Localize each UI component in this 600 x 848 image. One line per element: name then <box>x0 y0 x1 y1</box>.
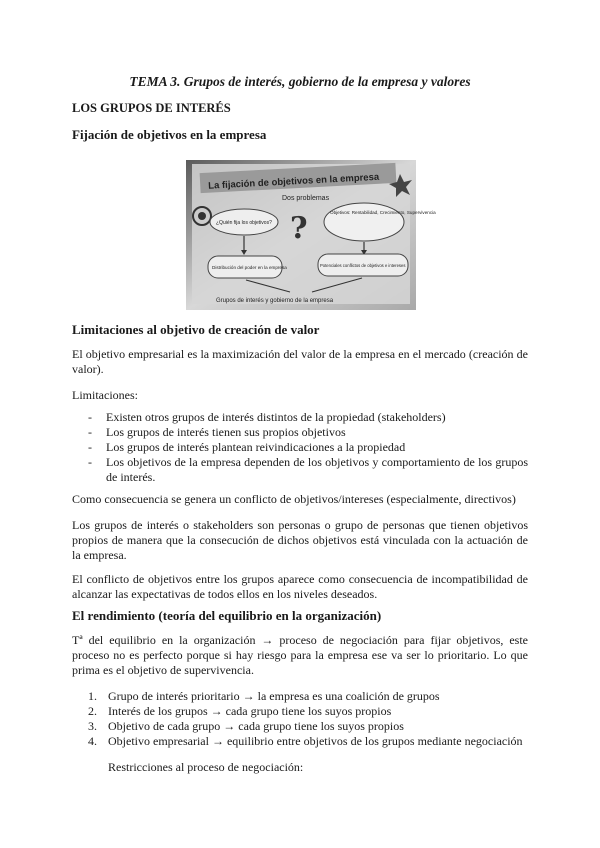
slide-diagram <box>186 160 436 310</box>
numbered-list <box>72 689 532 749</box>
restricciones-label: Restricciones al proceso de negociación: <box>108 760 304 774</box>
list-item: - Los grupos de interés tienen sus propios objetivos <box>72 425 528 440</box>
box-potenciales-text: Potenciales conflictos de objetivos e intereses <box>320 263 406 268</box>
list-item-text: Grupo de interés prioritario → la empresa es una coalición de grupos <box>108 689 440 703</box>
list-number: 4. <box>88 734 97 748</box>
list-number: 2. <box>88 704 97 718</box>
list-item <box>72 689 532 704</box>
box-objetivos <box>324 203 404 241</box>
list-item: - Los grupos de interés plantean reivindicaciones a la propiedad <box>72 440 528 455</box>
slide-title-text: La fijación de objetivos en la empresa <box>208 171 380 192</box>
list-item: - Existen otros grupos de interés distintos de la propiedad (stakeholders) <box>72 410 528 425</box>
list-item <box>72 704 532 719</box>
list-item: - Los objetivos de la empresa dependen de los objetivos y comportamiento de los grupos de interés. <box>72 455 528 485</box>
paragraph-consecuencia: Como consecuencia se genera un conflicto de objetivos/intereses (especialmente, directivos) <box>72 492 516 506</box>
subsection-heading-limitaciones: Limitaciones al objetivo de creación de valor <box>72 322 320 337</box>
box-quien-fija-text: ¿Quién fija los objetivos? <box>216 220 272 226</box>
subsection-heading-rendimiento: El rendimiento (teoría del equilibrio en la organización) <box>72 608 382 623</box>
paragraph-conflicto: El conflicto de objetivos entre los grupos aparece como consecuencia de incompatibilidad de alcanzar las expectativas de todos ellos en los niveles deseados. <box>72 572 528 601</box>
list-number: 3. <box>88 719 97 733</box>
dos-problemas-label: Dos problemas <box>282 195 330 202</box>
list-item-text: Interés de los grupos → cada grupo tiene los suyos propios <box>108 704 392 718</box>
box-distribucion-text: Distribución del poder en la empresa <box>212 265 287 270</box>
question-mark-icon: ? <box>290 211 308 246</box>
target-icon-center <box>198 212 206 220</box>
paragraph-equilibrio: Tª del equilibrio en la organización → proceso de negociación para fijar objetivos, este proceso no es perfecto porque si hay riesgo para la empresa ese va ser lo prioritario. Lo que prima es el objetivo de supervivencia. <box>72 633 528 677</box>
limitaciones-label: Limitaciones: <box>72 388 138 402</box>
subsection-heading-fijacion: Fijación de objetivos en la empresa <box>72 127 267 142</box>
paragraph-objetivo: El objetivo empresarial es la maximización del valor de la empresa en el mercado (creación de valor). <box>72 347 528 376</box>
list-item-text: Objetivo empresarial → equilibrio entre objetivos de los grupos mediante negociación <box>108 734 523 748</box>
slide-photo <box>186 160 436 310</box>
limitaciones-list <box>72 410 528 485</box>
list-number: 1. <box>88 689 97 703</box>
section-heading-grupos: LOS GRUPOS DE INTERÉS <box>72 101 231 115</box>
paragraph-stakeholders: Los grupos de interés o stakeholders son personas o grupo de personas que tienen objetivos propios de manera que la consecución de dichos objetivos está vinculada con la actuación de la empresa. <box>72 518 528 562</box>
slide-footer-text: Grupos de interés y gobierno de la empresa <box>216 298 334 304</box>
document-title: TEMA 3. Grupos de interés, gobierno de la empresa y valores <box>129 74 471 89</box>
box-objetivos-text: Objetivos: Rentabilidad, Crecimiento, Supervivencia <box>330 210 436 215</box>
list-item-text: Objetivo de cada grupo → cada grupo tiene los suyos propios <box>108 719 404 733</box>
list-item <box>72 719 532 734</box>
list-item <box>72 734 532 749</box>
